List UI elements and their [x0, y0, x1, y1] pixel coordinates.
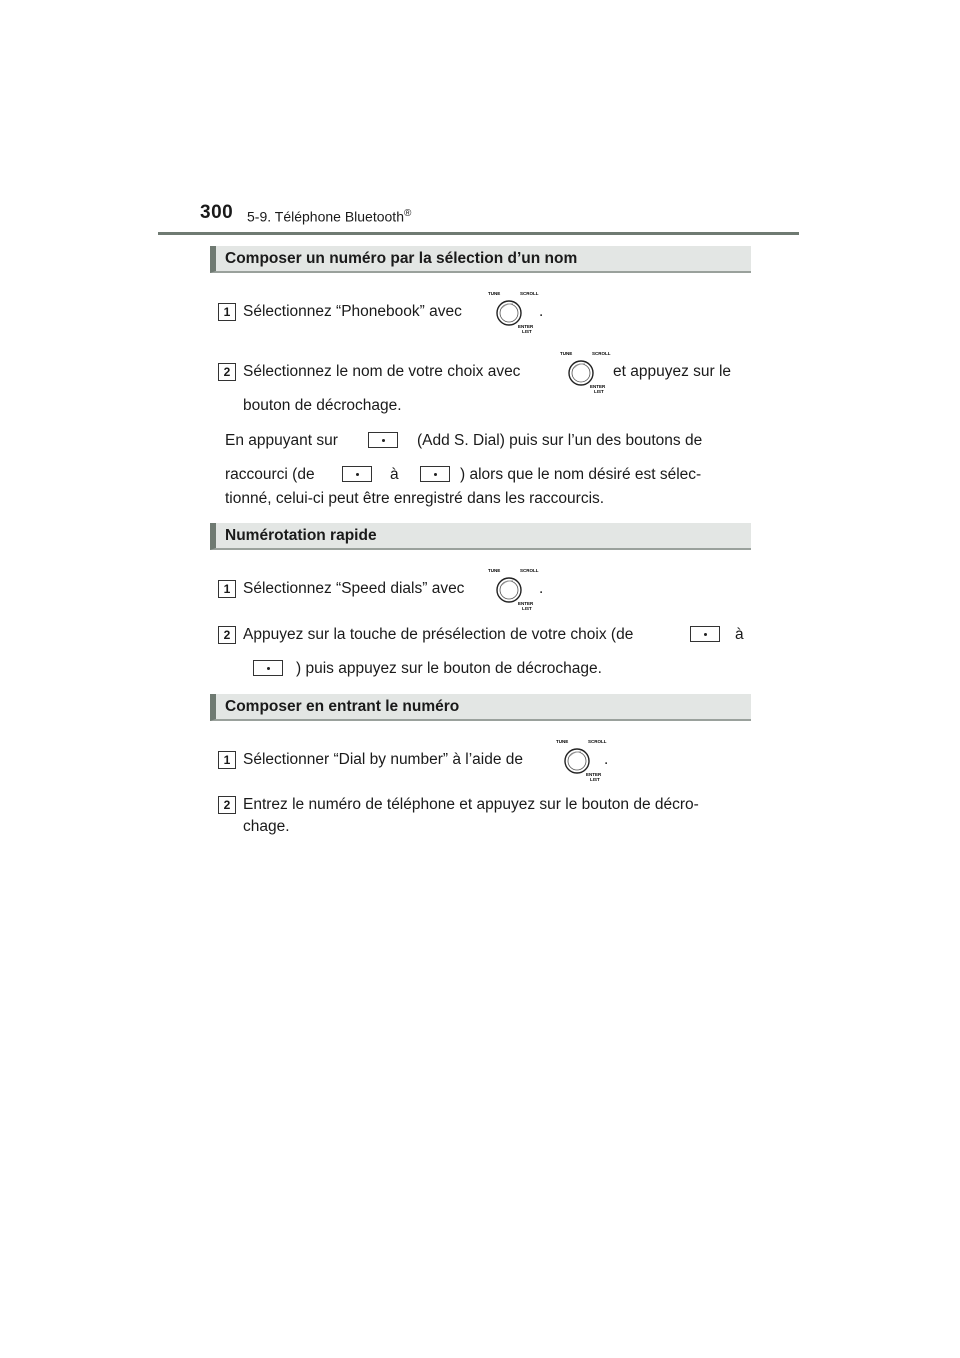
header-rule: [158, 232, 799, 235]
step-text: Sélectionnez le nom de votre choix avec: [243, 363, 521, 380]
step-text: Sélectionnez “Phonebook” avec: [243, 303, 462, 320]
tune-knob-icon: [486, 288, 544, 336]
knob-label: TUNE: [556, 739, 569, 744]
step-text: à: [735, 626, 744, 643]
step-text: et appuyez sur le: [613, 363, 732, 380]
knob-label: ENTER: [586, 772, 602, 777]
note-text: En appuyant sur: [225, 432, 338, 449]
step-number: 2: [218, 363, 236, 381]
knob-label: TUNE: [488, 568, 501, 573]
knob-label: LIST: [522, 329, 532, 334]
step-number: 2: [218, 626, 236, 644]
step-text: .: [539, 580, 544, 597]
knob-label: SCROLL: [520, 568, 539, 573]
knob-label: ENTER: [590, 384, 606, 389]
knob-label: LIST: [594, 389, 604, 394]
note-text: ) alors que le nom désiré est sélec-: [460, 466, 702, 483]
section-title: Composer en entrant le numéro: [225, 698, 460, 715]
knob-label: TUNE: [560, 351, 573, 356]
section-header-dial-by-number: [210, 694, 751, 721]
knob-label: LIST: [590, 777, 600, 782]
preset-button-icon: [368, 432, 398, 448]
knob-label: SCROLL: [588, 739, 607, 744]
note-text: (Add S. Dial) puis sur l’un des boutons de: [417, 432, 703, 449]
section-title: Composer un numéro par la sélection d’un nom: [225, 250, 578, 267]
preset-button-icon: [342, 466, 372, 482]
tune-knob-icon: [486, 565, 544, 613]
note-text: à: [390, 466, 399, 483]
preset-button-icon: [420, 466, 450, 482]
step-number: 1: [218, 303, 236, 321]
note-text: tionné, celui-ci peut être enregistré dans les raccourcis.: [225, 490, 605, 507]
step-text: Sélectionnez “Speed dials” avec: [243, 580, 465, 597]
step-text: Appuyez sur la touche de présélection de votre choix (de: [243, 626, 634, 643]
step-text: chage.: [243, 818, 290, 835]
step-text: Entrez le numéro de téléphone et appuyez sur le bouton de décro-: [243, 796, 699, 813]
note-text: raccourci (de: [225, 466, 315, 483]
preset-button-icon: [690, 626, 720, 642]
knob-label: SCROLL: [592, 351, 611, 356]
knob-label: ENTER: [518, 601, 534, 606]
step-number: 2: [218, 796, 236, 814]
section-header-select-by-name: [210, 246, 751, 273]
step-text: .: [604, 751, 609, 768]
step-text: bouton de décrochage.: [243, 397, 402, 414]
step-number: 1: [218, 580, 236, 598]
step-text: Sélectionner “Dial by number” à l’aide de: [243, 751, 524, 768]
knob-label: SCROLL: [520, 291, 539, 296]
page-number: 300: [200, 202, 234, 223]
step-text: .: [539, 303, 544, 320]
knob-label: LIST: [522, 606, 532, 611]
section-header-speed-dial: [210, 523, 751, 550]
step-number: 1: [218, 751, 236, 769]
step-text: ) puis appuyez sur le bouton de décrochage.: [296, 660, 602, 677]
knob-label: ENTER: [518, 324, 534, 329]
knob-label: TUNE: [488, 291, 501, 296]
section-title: Numérotation rapide: [225, 527, 377, 544]
preset-button-icon: [253, 660, 283, 676]
chapter-title: 5-9. Téléphone Bluetooth®: [247, 208, 412, 225]
tune-knob-icon: [558, 348, 616, 396]
